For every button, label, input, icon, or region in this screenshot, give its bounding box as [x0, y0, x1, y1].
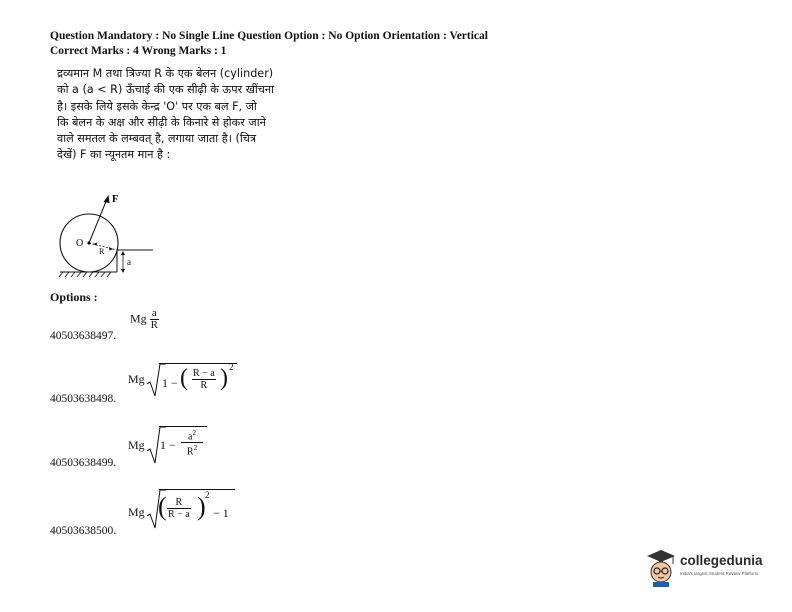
- question-line: द्रव्यमान M तथा त्रिज्या R के एक बेलन (cylinder): [57, 67, 274, 80]
- question-line: को a (a < R) ऊँचाई की एक सीढ़ी के ऊपर खींचना: [57, 83, 274, 97]
- step-label: a: [127, 257, 131, 267]
- fraction-denominator: $R^2$: [186, 444, 198, 458]
- option-coef: Mg: [128, 438, 145, 452]
- option-fraction: [150, 308, 159, 331]
- question-line: कि बेलन के अक्ष और सीढ़ी के किनारे से होकर जाने: [57, 115, 266, 129]
- height-arrow-down: [121, 269, 125, 273]
- radius-arrow-left: [93, 243, 97, 246]
- brand-tagline: India's largest Student Review Platform: [680, 571, 759, 576]
- sqrt-bar: [159, 363, 237, 364]
- radius-label: R: [99, 247, 105, 256]
- ground-hatch: [59, 272, 111, 277]
- question-meta-line: Question Mandatory : No Single Line Question Option : No Option Orientation : Vertical: [50, 30, 488, 42]
- fraction-denominator: R − a: [168, 509, 190, 520]
- fraction-numerator: R: [167, 497, 191, 509]
- options-title: Options :: [50, 290, 98, 304]
- option-one-minus: 1 −: [162, 376, 178, 390]
- sqrt-bar: [159, 426, 207, 427]
- sqrt-bar: [159, 489, 235, 490]
- force-label: F: [112, 194, 119, 205]
- fraction-numerator: a: [150, 308, 159, 320]
- question-line: देखें) F का न्यूनतम मान है :: [57, 148, 171, 162]
- option-coef: Mg: [128, 372, 145, 386]
- fraction-denominator: R: [150, 319, 159, 331]
- option-id: 40503638499.: [50, 457, 117, 469]
- paren-close: ): [197, 492, 206, 521]
- option-id: 40503638498.: [50, 393, 117, 405]
- brand-name: collegedunia: [680, 553, 763, 568]
- force-arrow-head: [104, 195, 110, 203]
- cylinder-step-diagram: [55, 192, 165, 284]
- option-coef: Mg: [130, 311, 147, 326]
- option-one-minus: 1 −: [160, 438, 176, 452]
- fraction-numerator: $a^2$: [181, 428, 203, 443]
- graduate-mascot-icon: [643, 547, 679, 587]
- exponent: 2: [229, 362, 234, 372]
- exponent: 2: [205, 490, 210, 500]
- option-id: 40503638500.: [50, 525, 117, 537]
- option-fraction: [167, 497, 191, 520]
- option-fraction: [181, 428, 203, 458]
- option-fraction: [192, 368, 216, 391]
- option-minus-one: − 1: [213, 506, 229, 520]
- fraction-denominator: R: [200, 380, 208, 391]
- option-coef: Mg: [128, 505, 145, 519]
- paren-close: ): [220, 365, 228, 391]
- center-label: O: [76, 238, 84, 249]
- fraction-numerator: R − a: [193, 368, 215, 379]
- force-line: [89, 199, 107, 243]
- marks-meta-line: Correct Marks : 4 Wrong Marks : 1: [50, 45, 227, 57]
- option-id: 40503638497.: [50, 330, 117, 342]
- height-arrow-up: [121, 251, 125, 255]
- paren-open: (: [158, 492, 167, 521]
- paren-open: (: [180, 365, 188, 391]
- radius-arrow-right: [109, 247, 113, 251]
- question-line: है। इसके लिये इसके केन्द्र 'O' पर एक बल F, जो: [57, 99, 257, 113]
- option-formula: [130, 308, 159, 331]
- question-text: [57, 66, 307, 164]
- question-line: वाले समतल के लम्बवत् है, लगाया जाता है। (चित्र: [57, 132, 257, 146]
